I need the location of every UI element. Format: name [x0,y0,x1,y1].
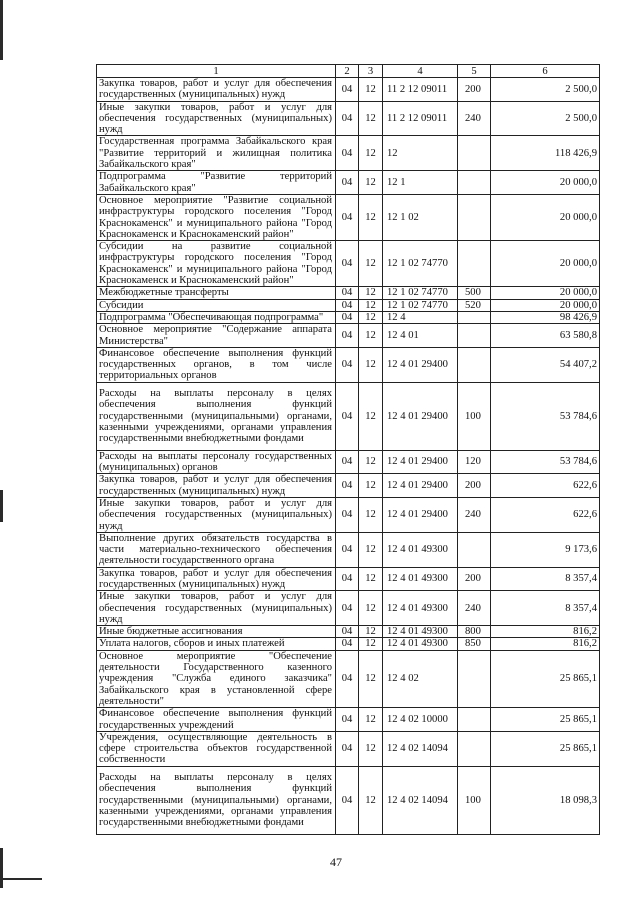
row-subsection: 12 [359,241,383,287]
row-name: Субсидии [97,299,336,311]
page-number: 47 [330,855,342,869]
row-section: 04 [336,474,359,498]
table-row [97,78,600,102]
row-target-code: 12 1 02 74770 [383,299,458,311]
row-name: Иные закупки товаров, работ и услуг для обеспечения государственных (муниципальных) нужд [97,101,336,136]
row-expense-type: 850 [458,638,491,650]
row-expense-type: 240 [458,101,491,136]
row-expense-type: 800 [458,626,491,638]
row-amount: 20 000,0 [491,194,600,240]
row-target-code: 12 4 01 49300 [383,567,458,591]
row-expense-type: 200 [458,567,491,591]
row-expense-type: 200 [458,474,491,498]
row-section: 04 [336,136,359,171]
row-section: 04 [336,101,359,136]
row-section: 04 [336,567,359,591]
row-target-code: 12 4 01 29400 [383,497,458,532]
row-name: Закупка товаров, работ и услуг для обеспечения государственных (муниципальных) нужд [97,78,336,102]
row-amount: 20 000,0 [491,241,600,287]
row-amount: 54 407,2 [491,347,600,382]
row-target-code: 12 4 02 14094 [383,731,458,766]
row-name: Уплата налогов, сборов и иных платежей [97,638,336,650]
row-name: Основное мероприятие "Развитие социальной инфраструктуры городского поселения "Город Краснокаменск" и муниципального района "Город Краснокаменск и Краснокаменский район" [97,194,336,240]
row-amount: 816,2 [491,626,600,638]
row-amount: 8 357,4 [491,591,600,626]
row-subsection: 12 [359,532,383,567]
row-amount: 53 784,6 [491,450,600,474]
row-target-code: 12 1 02 74770 [383,287,458,299]
row-name: Подпрограмма "Развитие территорий Забайкальского края" [97,171,336,195]
table-row [97,638,600,650]
row-subsection: 12 [359,311,383,323]
header-cell-3: 3 [359,65,383,78]
row-subsection: 12 [359,450,383,474]
row-target-code: 12 4 02 [383,650,458,707]
row-subsection: 12 [359,78,383,102]
row-name: Закупка товаров, работ и услуг для обеспечения государственных (муниципальных) нужд [97,474,336,498]
row-section: 04 [336,650,359,707]
row-name: Финансовое обеспечение выполнения функций государственных органов, в том числе территориальных органов [97,347,336,382]
row-name: Иные закупки товаров, работ и услуг для обеспечения государственных (муниципальных) нужд [97,591,336,626]
table-row [97,708,600,732]
row-section: 04 [336,324,359,348]
row-target-code: 12 4 02 10000 [383,708,458,732]
row-target-code: 12 4 01 49300 [383,626,458,638]
row-expense-type [458,171,491,195]
row-target-code: 12 4 01 29400 [383,347,458,382]
row-expense-type [458,347,491,382]
row-section: 04 [336,347,359,382]
row-expense-type: 120 [458,450,491,474]
row-name: Расходы на выплаты персоналу государственных (муниципальных) органов [97,450,336,474]
row-target-code: 12 4 01 29400 [383,450,458,474]
row-name: Государственная программа Забайкальского края "Развитие территорий и жилищная политика Забайкальского края" [97,136,336,171]
table-row [97,194,600,240]
table-header-row [97,65,600,78]
row-expense-type [458,532,491,567]
row-subsection: 12 [359,171,383,195]
table-row [97,626,600,638]
row-target-code: 11 2 12 09011 [383,101,458,136]
row-subsection: 12 [359,347,383,382]
table-row [97,731,600,766]
row-subsection: 12 [359,194,383,240]
row-target-code: 12 4 01 29400 [383,474,458,498]
row-section: 04 [336,450,359,474]
row-expense-type [458,311,491,323]
row-amount: 9 173,6 [491,532,600,567]
row-name: Закупка товаров, работ и услуг для обеспечения государственных (муниципальных) нужд [97,567,336,591]
row-section: 04 [336,311,359,323]
row-name: Основное мероприятие "Содержание аппарата Министерства" [97,324,336,348]
scan-edge-mark-middle [0,490,3,522]
row-amount: 53 784,6 [491,382,600,450]
row-target-code: 12 4 01 29400 [383,382,458,450]
row-amount: 2 500,0 [491,78,600,102]
table-row [97,241,600,287]
row-amount: 118 426,9 [491,136,600,171]
row-section: 04 [336,497,359,532]
row-amount: 25 865,1 [491,708,600,732]
row-expense-type [458,708,491,732]
row-expense-type [458,324,491,348]
row-name: Расходы на выплаты персоналу в целях обеспечения выполнения функций государственными (муниципальными) органами, казенными учреждениями, органами управления государственными внебюджетными фондами [97,382,336,450]
row-section: 04 [336,708,359,732]
row-name: Основное мероприятие "Обеспечение деятельности Государственного казенного учреждения "Служба единого заказчика" Забайкальского края в установленной сфере деятельности" [97,650,336,707]
row-name: Межбюджетные трансферты [97,287,336,299]
row-subsection: 12 [359,731,383,766]
row-expense-type [458,241,491,287]
row-expense-type: 100 [458,766,491,834]
row-section: 04 [336,194,359,240]
table-row [97,650,600,707]
row-name: Учреждения, осуществляющие деятельность в сфере строительства объектов государственной собственности [97,731,336,766]
row-subsection: 12 [359,626,383,638]
row-name: Иные закупки товаров, работ и услуг для обеспечения государственных (муниципальных) нужд [97,497,336,532]
row-subsection: 12 [359,101,383,136]
row-amount: 20 000,0 [491,287,600,299]
row-target-code: 12 4 01 49300 [383,532,458,567]
row-subsection: 12 [359,136,383,171]
row-expense-type [458,136,491,171]
table-row [97,136,600,171]
row-target-code: 12 1 02 74770 [383,241,458,287]
row-section: 04 [336,287,359,299]
row-name: Подпрограмма "Обеспечивающая подпрограмма" [97,311,336,323]
row-name: Расходы на выплаты персоналу в целях обеспечения выполнения функций государственными (муниципальными) органами, казенными учреждениями, органами управления государственными внебюджетными фондами [97,766,336,834]
row-subsection: 12 [359,299,383,311]
header-cell-2: 2 [336,65,359,78]
scan-edge-mark-bottom [0,848,3,888]
table-row [97,287,600,299]
row-target-code: 12 1 [383,171,458,195]
row-subsection: 12 [359,591,383,626]
header-cell-4: 4 [383,65,458,78]
row-section: 04 [336,626,359,638]
row-subsection: 12 [359,382,383,450]
table-row [97,324,600,348]
row-section: 04 [336,766,359,834]
row-subsection: 12 [359,567,383,591]
row-name: Субсидии на развитие социальной инфраструктуры городского поселения "Город Краснокаменск" и муниципального района "Город Краснокаменск и Краснокаменский район" [97,241,336,287]
row-section: 04 [336,731,359,766]
row-amount: 20 000,0 [491,299,600,311]
row-target-code: 11 2 12 09011 [383,78,458,102]
row-amount: 25 865,1 [491,650,600,707]
row-expense-type: 520 [458,299,491,311]
row-amount: 20 000,0 [491,171,600,195]
row-target-code: 12 4 01 [383,324,458,348]
row-section: 04 [336,638,359,650]
row-subsection: 12 [359,650,383,707]
scan-edge-mark-top [0,0,3,60]
row-target-code: 12 1 02 [383,194,458,240]
row-expense-type: 240 [458,591,491,626]
table-row [97,382,600,450]
row-subsection: 12 [359,474,383,498]
row-subsection: 12 [359,324,383,348]
row-amount: 622,6 [491,474,600,498]
row-section: 04 [336,591,359,626]
table-row [97,450,600,474]
row-expense-type: 100 [458,382,491,450]
row-target-code: 12 4 [383,311,458,323]
table-row [97,311,600,323]
row-section: 04 [336,299,359,311]
row-target-code: 12 4 02 14094 [383,766,458,834]
row-expense-type: 240 [458,497,491,532]
table-row [97,474,600,498]
row-expense-type [458,731,491,766]
row-name: Иные бюджетные ассигнования [97,626,336,638]
table-row [97,591,600,626]
row-amount: 18 098,3 [491,766,600,834]
table-row [97,497,600,532]
row-subsection: 12 [359,497,383,532]
row-subsection: 12 [359,708,383,732]
row-amount: 8 357,4 [491,567,600,591]
row-section: 04 [336,171,359,195]
table-row [97,532,600,567]
row-subsection: 12 [359,287,383,299]
row-amount: 63 580,8 [491,324,600,348]
row-subsection: 12 [359,638,383,650]
row-target-code: 12 4 01 49300 [383,638,458,650]
table-row [97,101,600,136]
row-section: 04 [336,532,359,567]
row-section: 04 [336,78,359,102]
row-name: Финансовое обеспечение выполнения функций государственных учреждений [97,708,336,732]
table-row [97,567,600,591]
header-cell-6: 6 [491,65,600,78]
row-amount: 2 500,0 [491,101,600,136]
table-row [97,299,600,311]
row-amount: 25 865,1 [491,731,600,766]
row-amount: 622,6 [491,497,600,532]
budget-table [96,64,600,835]
row-target-code: 12 [383,136,458,171]
scan-edge-line-bottom [2,878,42,880]
row-subsection: 12 [359,766,383,834]
row-target-code: 12 4 01 49300 [383,591,458,626]
row-name: Выполнение других обязательств государства в части материально-технического обеспечения деятельности государственного органа [97,532,336,567]
table-row [97,347,600,382]
row-amount: 816,2 [491,638,600,650]
row-section: 04 [336,241,359,287]
row-expense-type: 200 [458,78,491,102]
table-row [97,766,600,834]
row-section: 04 [336,382,359,450]
row-expense-type [458,650,491,707]
header-cell-5: 5 [458,65,491,78]
row-expense-type [458,194,491,240]
row-amount: 98 426,9 [491,311,600,323]
row-expense-type: 500 [458,287,491,299]
table-row [97,171,600,195]
header-cell-1: 1 [97,65,336,78]
